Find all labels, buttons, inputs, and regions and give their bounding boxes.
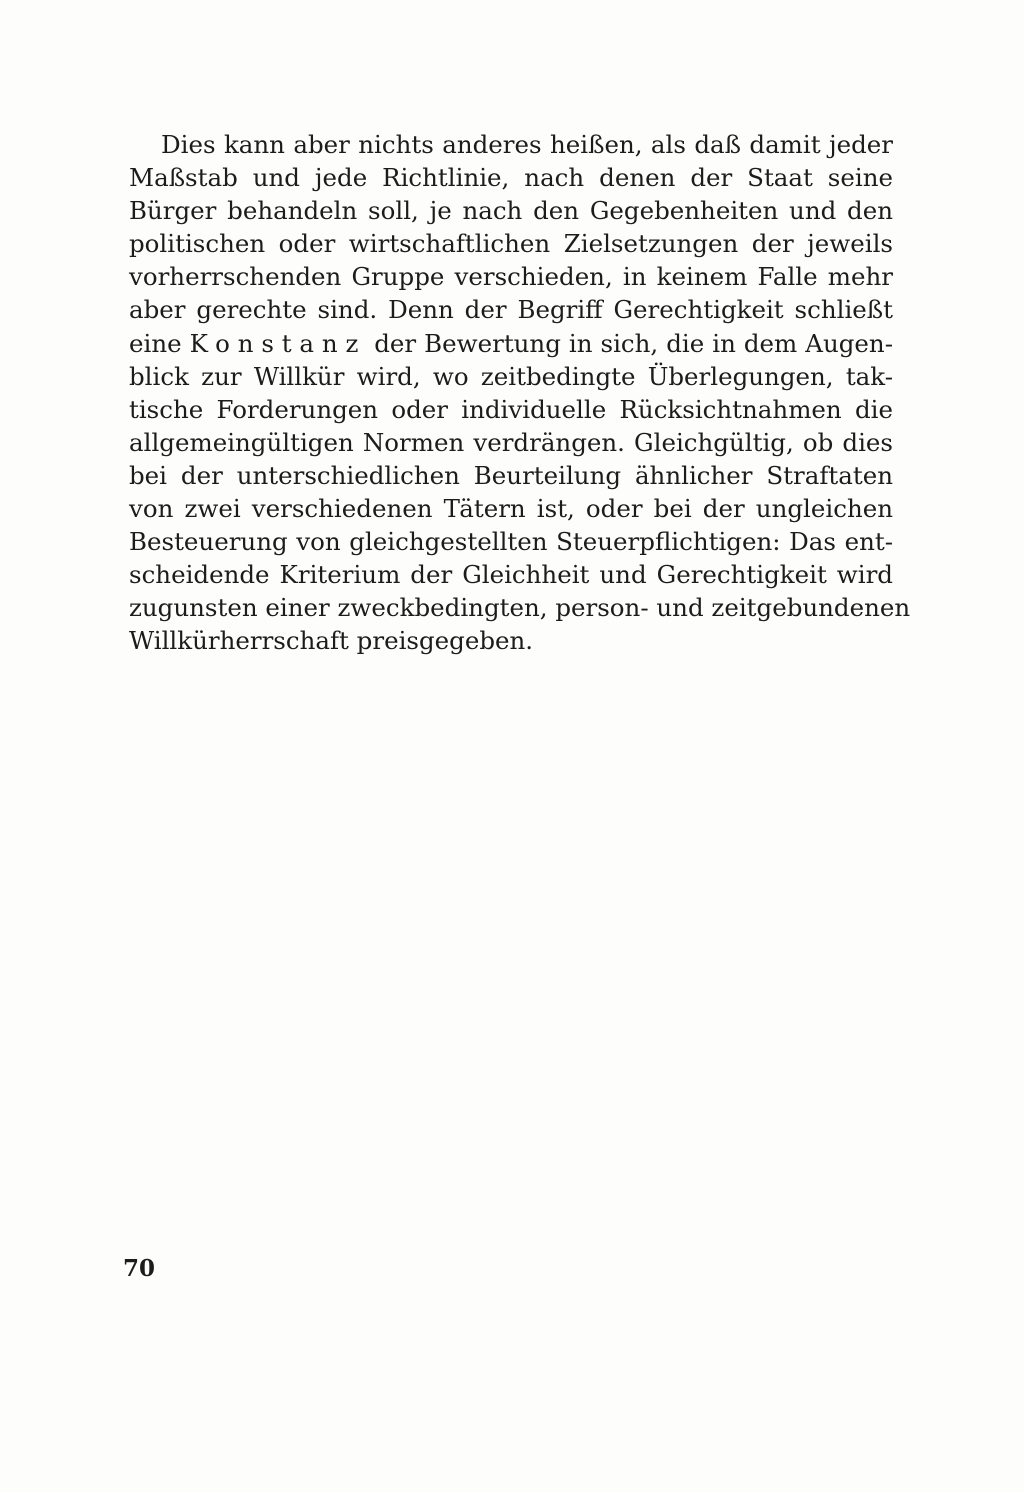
text-line: aber gerechte sind. Denn der Begriff Gerechtigkeit schließt	[129, 295, 893, 325]
text-line: tische Forderungen oder individuelle Rücksichtnahmen die	[129, 394, 893, 424]
text-line: zugunsten einer zweckbedingten, person- und zeitgebundenen	[129, 593, 911, 623]
text-fragment: eine	[129, 328, 182, 358]
emphasized-word: Konstanz	[189, 328, 367, 358]
text-line: Maßstab und jede Richtlinie, nach denen der Staat seine	[129, 163, 893, 193]
text-line: politischen oder wirtschaftlichen Zielsetzungen der jeweils	[129, 229, 893, 259]
text-line: bei der unterschiedlichen Beurteilung ähnlicher Straftaten	[129, 460, 893, 490]
text-fragment: der Bewertung in sich, die in dem Augen-	[374, 328, 893, 358]
text-line: Dies kann aber nichts anderes heißen, als daß damit jeder	[161, 130, 893, 159]
text-line: allgemeingültigen Normen verdrängen. Gleichgültig, ob dies	[129, 427, 893, 457]
text-line: blick zur Willkür wird, wo zeitbedingte Überlegungen, tak-	[129, 361, 893, 391]
text-line: vorherrschenden Gruppe verschieden, in keinem Falle mehr	[129, 262, 893, 292]
text-line: scheidende Kriterium der Gleichheit und Gerechtigkeit wird	[129, 560, 893, 590]
text-line: Besteuerung von gleichgestellten Steuerpflichtigen: Das ent-	[129, 527, 893, 557]
text-line	[129, 327, 893, 360]
text-line: Bürger behandeln soll, je nach den Gegebenheiten und den	[129, 196, 893, 226]
body-paragraph	[129, 128, 911, 658]
text-line: von zwei verschiedenen Tätern ist, oder bei der ungleichen	[129, 494, 893, 524]
text-line: Willkürherrschaft preisgegeben.	[129, 626, 534, 656]
page-number: 70	[123, 1255, 156, 1282]
